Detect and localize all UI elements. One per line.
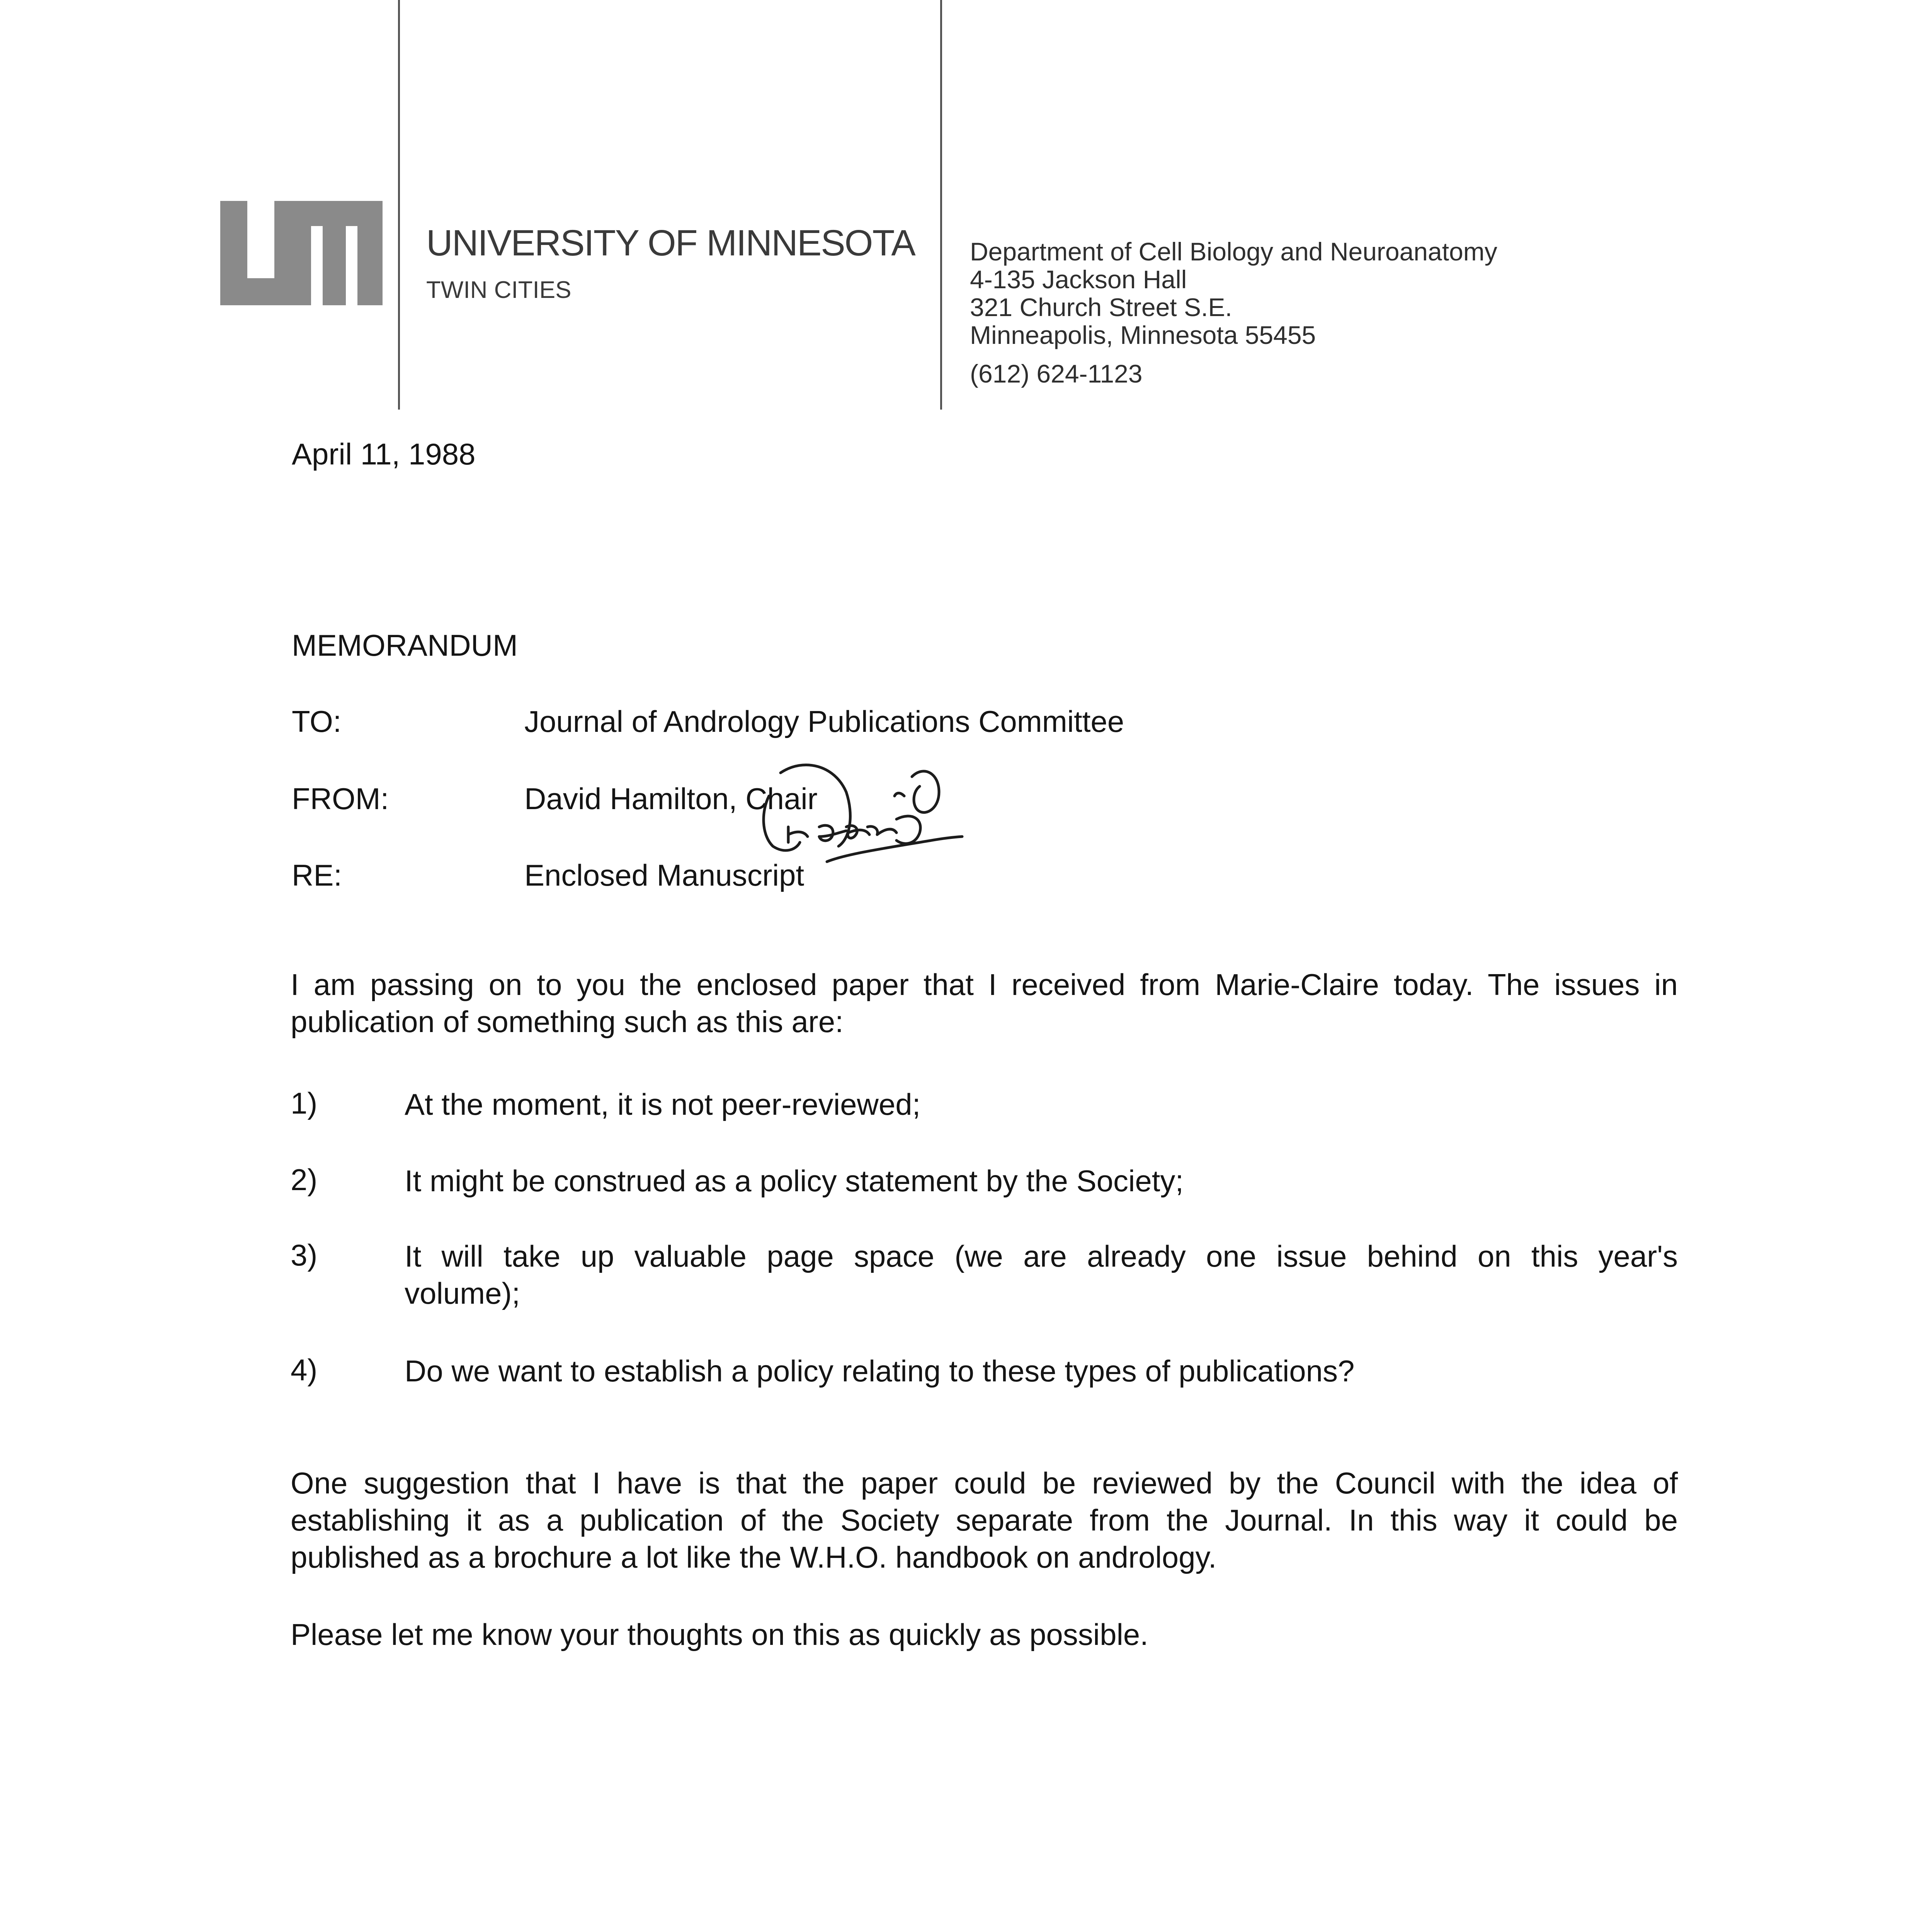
- suggestion-line-2: establishing it as a publication of the Society separate from the Journal. In this way it could be: [291, 1503, 1678, 1537]
- item-text-line-1: At the moment, it is not peer-reviewed;: [405, 1087, 921, 1121]
- address-line-1: 4-135 Jackson Hall: [970, 265, 1187, 294]
- department-address-block: [970, 238, 1497, 388]
- list-item: [405, 1162, 1678, 1199]
- item-text-line-1: It might be construed as a policy statement by the Society;: [405, 1164, 1184, 1198]
- handwritten-signature: [730, 750, 1024, 923]
- closing-sentence: Please let me know your thoughts on this as quickly as possible.: [291, 1617, 1148, 1651]
- item-number: 3): [291, 1238, 318, 1272]
- intro-paragraph: [291, 966, 1678, 1040]
- department-name: Department of Cell Biology and Neuroanatomy: [970, 237, 1497, 266]
- suggestion-line-1: One suggestion that I have is that the paper could be reviewed by the Council with the idea of: [291, 1466, 1678, 1500]
- item-text-line-1: Do we want to establish a policy relating to these types of publications?: [405, 1354, 1355, 1388]
- suggestion-line-3: published as a brochure a lot like the W.H.O. handbook on andrology.: [291, 1540, 1217, 1574]
- list-item: [405, 1238, 1678, 1312]
- memo-title: MEMORANDUM: [292, 628, 518, 662]
- intro-line-1: I am passing on to you the enclosed paper that I received from Marie-Claire today. The issues in: [291, 968, 1678, 1002]
- suggestion-paragraph: [291, 1464, 1678, 1576]
- from-value: David Hamilton, Chair: [524, 782, 818, 816]
- from-label: FROM:: [292, 782, 389, 816]
- address-line-2: 321 Church Street S.E.: [970, 293, 1232, 321]
- to-label: TO:: [292, 704, 342, 738]
- item-text-line-2: volume);: [405, 1276, 520, 1310]
- list-item: [405, 1352, 1678, 1389]
- address-line-3: Minneapolis, Minnesota 55455: [970, 321, 1316, 349]
- phone-number: (612) 624-1123: [970, 359, 1143, 388]
- memo-date: April 11, 1988: [292, 437, 476, 471]
- university-campus: TWIN CITIES: [426, 277, 572, 303]
- list-item: [405, 1086, 1678, 1123]
- item-text-line-1: It will take up valuable page space (we are already one issue behind on this year's: [405, 1239, 1678, 1273]
- re-value: Enclosed Manuscript: [524, 858, 805, 892]
- item-number: 4): [291, 1353, 318, 1387]
- re-label: RE:: [292, 858, 342, 892]
- item-number: 1): [291, 1086, 318, 1120]
- header-divider-left: [398, 0, 400, 410]
- header-divider-right: [940, 0, 942, 410]
- university-name: UNIVERSITY OF MINNESOTA: [426, 223, 915, 264]
- university-logo: [220, 201, 383, 305]
- to-value: Journal of Andrology Publications Committee: [524, 704, 1124, 738]
- intro-line-2: publication of something such as this are:: [291, 1005, 844, 1039]
- item-number: 2): [291, 1163, 318, 1197]
